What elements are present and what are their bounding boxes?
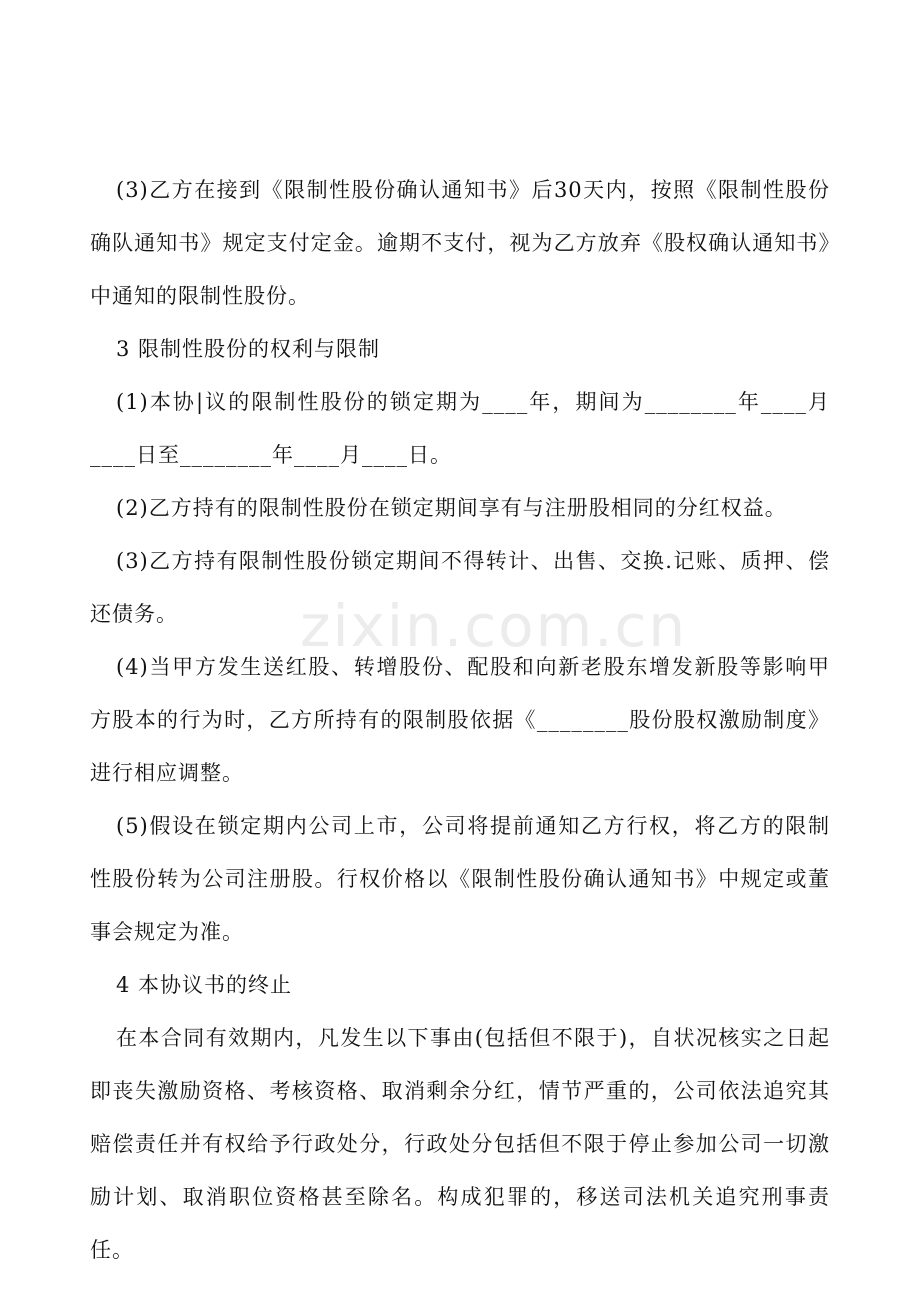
paragraph-ipo-exercise: (5)假设在锁定期内公司上市，公司将提前通知乙方行权，将乙方的限制性股份转为公司注册股。行权价格以《限制性股份确认通知书》中规定或董事会规定为准。 — [90, 814, 830, 944]
paragraph-dividend-rights: (2)乙方持有的限制性股份在锁定期间享有与注册股相同的分红权益。 — [116, 496, 787, 520]
paragraph-share-adjustment: (4)当甲方发生送红股、转增股份、配股和向新老股东增发新股等影响甲方股本的行为时，乙方所持有的限制股依据《________股份股权激励制度》进行相应调整。 — [90, 655, 830, 785]
paragraph-lock-period: (1)本协|议的限制性股份的锁定期为____年，期间为________年____月____日至________年____月____日。 — [90, 390, 830, 467]
section-heading-4: 4 本协议书的终止 — [116, 973, 293, 997]
document-body — [90, 164, 830, 1277]
section-heading-3: 3 限制性股份的权利与限制 — [116, 337, 381, 361]
paragraph-transfer-restriction: (3)乙方持有限制性股份锁定期间不得转计、出售、交换.记账、质押、偿还债务。 — [90, 549, 830, 626]
paragraph-termination-conditions: 在本合同有效期内，凡发生以下事由(包括但不限于)，自状况核实之日起即丧失激励资格、考核资格、取消剩余分红，情节严重的，公司依法追究其赔偿责任并有权给予行政处分，行政处分包括但不限于停止参加公司一切激励计划、取消职位资格甚至除名。构成犯罪的，移送司法机关追究刑事责任。 — [90, 1026, 830, 1262]
paragraph-3-3-deposit-payment: (3)乙方在接到《限制性股份确认通知书》后30天内，按照《限制性股份确队通知书》规定支付定金。逾期不支付，视为乙方放弃《股权确认通知书》中通知的限制性股份。 — [90, 178, 830, 308]
watermark-text: zixin.com.cn — [300, 592, 688, 660]
